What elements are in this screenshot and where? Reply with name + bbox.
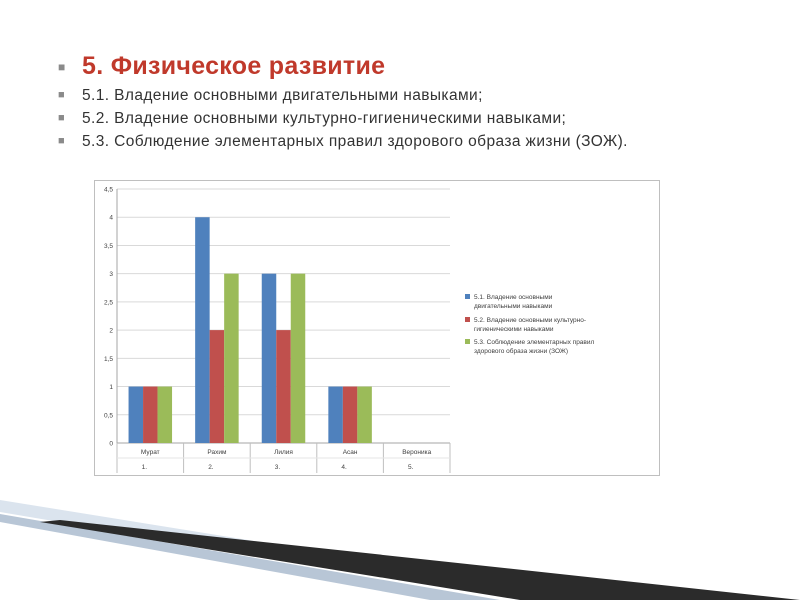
legend-label: 5.1. Владение основными (474, 294, 553, 301)
bar (224, 274, 239, 443)
bullet-item (58, 107, 778, 130)
slide-title: 5. Физическое развитие (82, 52, 386, 80)
x-category-number: 4. (341, 464, 347, 471)
bar (210, 330, 225, 443)
legend-swatch (465, 339, 470, 344)
bar (328, 387, 343, 443)
bullet-item (58, 130, 778, 153)
bar (291, 274, 306, 443)
bar (343, 387, 358, 443)
legend-label: гигиеническими навыками (474, 326, 554, 333)
y-tick-label: 3 (109, 271, 113, 279)
bar (158, 387, 173, 443)
y-tick-label: 1,5 (103, 355, 113, 363)
y-tick-label: 3,5 (103, 242, 113, 250)
bullet-text: 5.2. Владение основными культурно-гигиеническими навыками; (82, 110, 567, 127)
x-category-label: Мурат (140, 449, 160, 456)
bullet-icon: ■ (58, 89, 66, 101)
y-tick-label: 1 (109, 384, 113, 392)
bullet-text: 5.3. Соблюдение элементарных правил здорового образа жизни (ЗОЖ). (82, 133, 628, 150)
legend-label: двигательными навыками (474, 303, 553, 310)
bullet-item (58, 84, 778, 107)
bar (143, 387, 158, 443)
x-category-label: Вероника (402, 449, 432, 456)
bullet-icon: ■ (58, 135, 66, 147)
slide-title-row (58, 48, 778, 84)
x-category-number: 5. (407, 464, 414, 471)
legend-label: 5.2. Владение основными культурно- (474, 317, 587, 324)
bullet-icon: ■ (58, 112, 66, 124)
bullet-text: 5.1. Владение основными двигательными навыками; (82, 87, 483, 104)
x-category-label: Рахим (207, 449, 227, 456)
decorative-stripes (0, 500, 800, 600)
bar (262, 274, 277, 443)
bar (276, 330, 291, 443)
legend-swatch (465, 294, 470, 299)
x-category-number: 2. (208, 464, 214, 471)
bullet-icon: ■ (58, 60, 66, 74)
bar (129, 387, 144, 443)
bar-chart (95, 181, 659, 475)
legend-swatch (465, 317, 470, 322)
y-tick-label: 2 (109, 327, 113, 335)
x-category-number: 3. (274, 464, 281, 471)
y-tick-label: 0,5 (103, 412, 113, 420)
legend-label: здорового образа жизни (ЗОЖ) (474, 348, 569, 355)
bar (195, 217, 210, 443)
legend-label: 5.3. Соблюдение элементарных правил (474, 339, 595, 346)
y-tick-label: 4,5 (103, 186, 113, 194)
chart-area (94, 180, 660, 476)
y-tick-label: 2,5 (103, 299, 113, 307)
x-category-label: Лилия (274, 449, 293, 456)
x-category-number: 1. (141, 464, 148, 471)
bullet-list (58, 48, 778, 153)
y-tick-label: 4 (109, 214, 113, 222)
x-category-label: Асан (342, 449, 358, 456)
y-tick-label: 0 (109, 440, 113, 448)
bar (357, 387, 372, 443)
